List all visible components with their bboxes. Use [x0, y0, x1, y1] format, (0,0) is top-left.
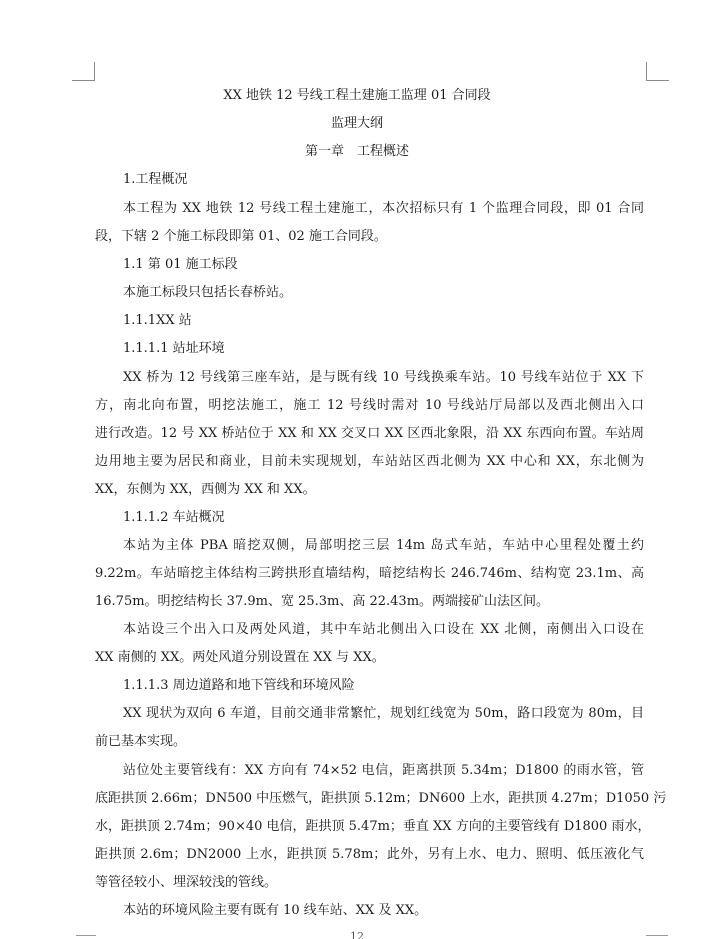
- document-title: XX 地铁 12 号线工程土建施工监理 01 合同段: [223, 88, 491, 103]
- section-heading: 1.1.1.1 站址环境: [123, 341, 225, 356]
- paragraph-line: 站位处主要管线有：XX 方向有 74×52 电信，距离拱顶 5.34m；D1800 的雨水管，管: [123, 763, 644, 778]
- paragraph-line: 本站为主体 PBA 暗挖双侧，局部明挖三层 14m 岛式车站，车站中心里程处覆土约: [123, 538, 644, 553]
- paragraph-line: 底距拱顶 2.66m；DN500 中压燃气，距拱顶 5.12m；DN600 上水，距拱顶 4.27m；D1050 污: [95, 791, 667, 806]
- paragraph-line: 等管径较小、埋深较浅的管线。: [95, 875, 278, 890]
- section-heading: 1.1.1.2 车站概况: [123, 510, 225, 525]
- paragraph-line: 9.22m。车站暗挖主体结构三跨拱形直墙结构，暗挖结构长 246.746m、结构宽 23.1m、高: [95, 566, 644, 581]
- corner-mark-top-left: [72, 62, 95, 81]
- section-heading: 1.1.1.3 周边道路和地下管线和环境风险: [123, 678, 355, 693]
- paragraph-line: 本工程为 XX 地铁 12 号线工程土建施工，本次招标只有 1 个监理合同段，即 01 合同: [123, 201, 644, 216]
- document-subtitle: 监理大纲: [330, 116, 383, 131]
- paragraph-line: XX 桥为 12 号线第三座车站，是与既有线 10 号线换乘车站。10 号线车站位于 XX 下: [123, 370, 644, 385]
- paragraph-line: 进行改造。12 号 XX 桥站位于 XX 和 XX 交叉口 XX 区西北象限，沿 XX 东西向布置。车站周: [95, 426, 644, 441]
- footer-rule-right: [646, 935, 668, 936]
- page-number: 12: [350, 931, 364, 939]
- paragraph-line: 本站的环境风险主要有既有 10 线车站、XX 及 XX。: [123, 903, 428, 918]
- section-heading: 1.1 第 01 施工标段: [123, 257, 238, 272]
- section-heading: 1.1.1XX 站: [123, 313, 192, 328]
- corner-mark-top-right: [646, 62, 669, 81]
- paragraph-line: 水，距拱顶 2.74m；90×40 电信，距拱顶 5.47m；垂直 XX 方向的主要管线有 D1800 雨水，: [95, 819, 651, 834]
- paragraph-line: 前已基本实现。: [95, 734, 187, 749]
- paragraph-line: 距拱顶 2.6m；DN2000 上水，距拱顶 5.78m；此外，另有上水、电力、照明、低压液化气: [95, 847, 644, 862]
- paragraph-line: 边用地主要为居民和商业，目前未实现规划，车站站区西北侧为 XX 中心和 XX，东北侧为: [95, 454, 644, 469]
- chapter-heading: 第一章 工程概述: [304, 144, 409, 159]
- footer-rule-left: [76, 935, 96, 936]
- paragraph-line: 方，南北向布置，明挖法施工，施工 12 号线时需对 10 号线站厅局部以及西北侧出入口: [95, 398, 644, 413]
- paragraph-line: XX 现状为双向 6 车道，目前交通非常繁忙，规划红线宽为 50m，路口段宽为 80m，目: [123, 706, 644, 721]
- paragraph-line: 段，下辖 2 个施工标段即第 01、02 施工合同段。: [95, 229, 387, 244]
- paragraph-line: XX 南侧的 XX。两处风道分别设置在 XX 与 XX。: [95, 650, 385, 665]
- paragraph-line: 本站设三个出入口及两处风道，其中车站北侧出入口设在 XX 北侧，南侧出入口设在: [123, 622, 644, 637]
- paragraph-line: 本施工标段只包括长春桥站。: [123, 285, 293, 300]
- section-heading: 1.工程概况: [123, 172, 188, 187]
- paragraph-line: 16.75m。明挖结构长 37.9m、宽 25.3m、高 22.43m。两端接矿山法区间。: [95, 594, 550, 609]
- paragraph-line: XX，东侧为 XX，西侧为 XX 和 XX。: [95, 482, 316, 497]
